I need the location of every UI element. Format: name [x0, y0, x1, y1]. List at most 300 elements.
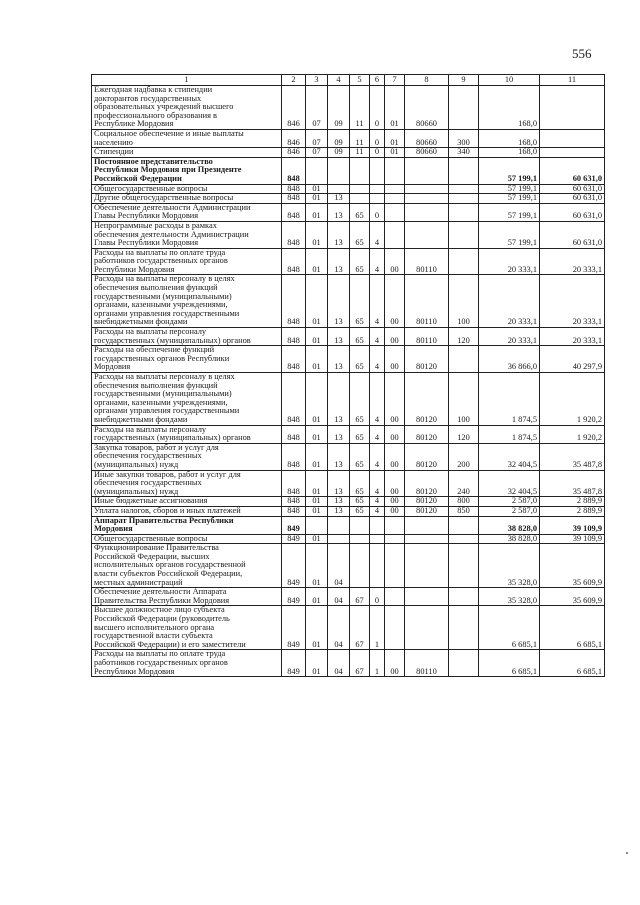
program-code: 65	[350, 506, 370, 516]
direction-code	[385, 157, 405, 184]
ministry-code: 848	[282, 157, 306, 184]
amount-year-2: 60 631,0	[540, 221, 605, 248]
section-code: 01	[306, 497, 328, 507]
program-code: 65	[350, 221, 370, 248]
description-line: Главы Республики Мордовия	[94, 211, 199, 221]
program-code	[350, 544, 370, 588]
amount-year-2: 35 487,8	[540, 443, 605, 470]
amount-year-1: 2 587,0	[479, 497, 540, 507]
ministry-code: 846	[282, 129, 306, 147]
description-line: Уплата налогов, сборов и иных платежей	[94, 506, 241, 515]
program-code: 65	[350, 470, 370, 497]
expense-type-code	[449, 203, 479, 221]
row-description	[92, 606, 282, 650]
amount-year-2: 35 609,9	[540, 588, 605, 606]
direction-code: 00	[385, 650, 405, 677]
description-line: Социальное обеспечение и иные выплаты	[94, 129, 244, 138]
section-code: 01	[306, 534, 328, 544]
target-article-code: 80120	[405, 425, 449, 443]
description-line: обеспечения выполнения функций	[94, 283, 218, 293]
section-code: 01	[306, 194, 328, 204]
description-line: (муниципальных) нужд	[94, 459, 179, 469]
direction-code: 01	[385, 148, 405, 158]
program-code: 65	[350, 275, 370, 328]
amount-year-2: 60 631,0	[540, 203, 605, 221]
target-article-code	[405, 203, 449, 221]
budget-table	[91, 74, 605, 677]
subprogram-code: 4	[370, 328, 385, 346]
expense-type-code	[449, 534, 479, 544]
expense-type-code: 300	[449, 129, 479, 147]
amount-year-2: 6 685,1	[540, 650, 605, 677]
direction-code: 00	[385, 443, 405, 470]
amount-year-1: 35 328,0	[479, 588, 540, 606]
section-code: 01	[306, 606, 328, 650]
direction-code	[385, 221, 405, 248]
direction-code	[385, 203, 405, 221]
table-row	[92, 203, 605, 221]
ministry-code: 848	[282, 443, 306, 470]
description-line: докторантов государственных	[94, 93, 202, 103]
description-line: Другие общегосударственные вопросы	[94, 193, 234, 203]
direction-code	[385, 194, 405, 204]
amount-year-2	[540, 148, 605, 158]
ministry-code: 848	[282, 184, 306, 194]
amount-year-2	[540, 86, 605, 130]
table-row	[92, 184, 605, 194]
expense-type-code: 850	[449, 506, 479, 516]
section-code: 01	[306, 184, 328, 194]
description-line: Обеспечение деятельности Аппарата	[94, 587, 227, 597]
amount-year-1: 38 828,0	[479, 534, 540, 544]
target-article-code	[405, 194, 449, 204]
target-article-code	[405, 534, 449, 544]
direction-code: 01	[385, 86, 405, 130]
table-row	[92, 346, 605, 373]
row-description	[92, 221, 282, 248]
description-line: Расходы на выплаты персоналу	[94, 425, 207, 434]
amount-year-2: 35 609,9	[540, 544, 605, 588]
table-row	[92, 148, 605, 158]
subsection-code: 13	[328, 506, 350, 516]
description-line: Общегосударственные вопросы	[94, 184, 208, 193]
direction-code	[385, 516, 405, 534]
direction-code: 00	[385, 346, 405, 373]
expense-type-code	[449, 221, 479, 248]
amount-year-1: 1 874,5	[479, 425, 540, 443]
section-code: 01	[306, 221, 328, 248]
ministry-code: 849	[282, 516, 306, 534]
expense-type-code: 340	[449, 148, 479, 158]
amount-year-1: 168,0	[479, 148, 540, 158]
section-code: 01	[306, 203, 328, 221]
program-code: 11	[350, 129, 370, 147]
ministry-code: 848	[282, 194, 306, 204]
expense-type-code	[449, 194, 479, 204]
ministry-code: 846	[282, 86, 306, 130]
section-code: 01	[306, 248, 328, 275]
program-code: 65	[350, 328, 370, 346]
description-line: органами управления государственными	[94, 406, 240, 416]
subprogram-code: 4	[370, 346, 385, 373]
ministry-code: 848	[282, 221, 306, 248]
description-line: Российской Федерации) и его заместители	[94, 639, 246, 649]
amount-year-2: 40 297,9	[540, 346, 605, 373]
description-line: Обеспечение деятельности Администрации	[94, 203, 251, 212]
row-description	[92, 506, 282, 516]
subprogram-code: 0	[370, 148, 385, 158]
amount-year-2: 60 631,0	[540, 157, 605, 184]
description-line: государственной власти субъекта	[94, 631, 213, 641]
target-article-code	[405, 606, 449, 650]
target-article-code: 80120	[405, 373, 449, 426]
ministry-code: 848	[282, 373, 306, 426]
ministry-code: 848	[282, 203, 306, 221]
table-row	[92, 497, 605, 507]
table-row	[92, 544, 605, 588]
direction-code: 00	[385, 248, 405, 275]
section-code: 01	[306, 506, 328, 516]
row-description	[92, 588, 282, 606]
description-line: Мордовия	[94, 362, 131, 372]
subprogram-code: 0	[370, 588, 385, 606]
direction-code: 00	[385, 328, 405, 346]
program-code: 11	[350, 86, 370, 130]
subprogram-code: 4	[370, 497, 385, 507]
row-description	[92, 516, 282, 534]
description-line: органами управления государственными	[94, 308, 240, 318]
subsection-code: 13	[328, 275, 350, 328]
ministry-code: 848	[282, 497, 306, 507]
subprogram-code: 0	[370, 86, 385, 130]
description-line: Расходы на выплаты по оплате труда	[94, 649, 226, 659]
subsection-code: 13	[328, 497, 350, 507]
direction-code: 00	[385, 506, 405, 516]
subsection-code	[328, 184, 350, 194]
description-line: Российской Федерации, высших	[94, 551, 210, 561]
target-article-code	[405, 184, 449, 194]
section-code: 01	[306, 544, 328, 588]
amount-year-1: 6 685,1	[479, 606, 540, 650]
table-row	[92, 534, 605, 544]
subprogram-code: 4	[370, 470, 385, 497]
description-line: органами, казенными учреждениями,	[94, 300, 228, 310]
subprogram-code: 0	[370, 203, 385, 221]
ministry-code: 849	[282, 650, 306, 677]
amount-year-1: 32 404,5	[479, 470, 540, 497]
expense-type-code: 200	[449, 443, 479, 470]
row-description	[92, 203, 282, 221]
row-description	[92, 86, 282, 130]
description-line: обеспечения выполнения функций	[94, 380, 218, 390]
subsection-code: 04	[328, 544, 350, 588]
description-line: Правительства Республики Мордовия	[94, 595, 230, 605]
description-line: Расходы на обеспечение функций	[94, 345, 215, 355]
program-code	[350, 194, 370, 204]
row-description	[92, 346, 282, 373]
description-line: Непрограммные расходы в рамках	[94, 221, 217, 230]
expense-type-code: 800	[449, 497, 479, 507]
description-line: Республике Мордовия	[94, 119, 174, 129]
column-header: 10	[479, 75, 540, 86]
table-row	[92, 443, 605, 470]
section-code: 01	[306, 588, 328, 606]
program-code: 67	[350, 606, 370, 650]
program-code	[350, 157, 370, 184]
table-row	[92, 650, 605, 677]
expense-type-code	[449, 606, 479, 650]
program-code: 65	[350, 346, 370, 373]
ministry-code: 848	[282, 248, 306, 275]
direction-code	[385, 544, 405, 588]
subprogram-code: 1	[370, 606, 385, 650]
amount-year-2: 20 333,1	[540, 275, 605, 328]
subsection-code	[328, 157, 350, 184]
row-description	[92, 497, 282, 507]
amount-year-2: 1 920,2	[540, 425, 605, 443]
program-code	[350, 534, 370, 544]
expense-type-code	[449, 184, 479, 194]
description-line: высшего исполнительного органа	[94, 622, 215, 632]
description-line: внебюджетными фондами	[94, 317, 188, 327]
table-body	[92, 86, 605, 677]
program-code: 65	[350, 373, 370, 426]
description-line: Республики Мордовия при Президенте	[94, 165, 242, 175]
subsection-code	[328, 534, 350, 544]
expense-type-code	[449, 650, 479, 677]
description-line: власти субъектов Российской Федерации,	[94, 569, 243, 579]
table-row	[92, 606, 605, 650]
subprogram-code: 4	[370, 248, 385, 275]
description-line: населению	[94, 137, 133, 147]
table-row	[92, 588, 605, 606]
subsection-code: 09	[328, 148, 350, 158]
target-article-code: 80110	[405, 650, 449, 677]
description-line: обеспечения государственных	[94, 451, 202, 461]
section-code	[306, 516, 328, 534]
target-article-code: 80110	[405, 248, 449, 275]
description-line: Расходы на выплаты персоналу в целях	[94, 372, 235, 381]
amount-year-1: 32 404,5	[479, 443, 540, 470]
column-header: 5	[350, 75, 370, 86]
expense-type-code	[449, 346, 479, 373]
target-article-code	[405, 588, 449, 606]
subprogram-code: 4	[370, 373, 385, 426]
section-code	[306, 157, 328, 184]
subprogram-code	[370, 157, 385, 184]
description-line: работников государственных органов	[94, 658, 228, 667]
ministry-code: 848	[282, 506, 306, 516]
subsection-code: 13	[328, 194, 350, 204]
program-code	[350, 184, 370, 194]
amount-year-1: 57 199,1	[479, 194, 540, 204]
subprogram-code: 1	[370, 650, 385, 677]
column-header: 3	[306, 75, 328, 86]
expense-type-code: 120	[449, 328, 479, 346]
direction-code	[385, 606, 405, 650]
target-article-code: 80120	[405, 346, 449, 373]
row-description	[92, 443, 282, 470]
direction-code: 00	[385, 425, 405, 443]
description-line: Расходы на выплаты персоналу	[94, 327, 207, 337]
amount-year-1: 168,0	[479, 129, 540, 147]
amount-year-2: 39 109,9	[540, 534, 605, 544]
expense-type-code	[449, 588, 479, 606]
table-row	[92, 516, 605, 534]
subprogram-code	[370, 534, 385, 544]
description-line: государственными (муниципальными)	[94, 291, 232, 301]
amount-year-2: 2 889,9	[540, 506, 605, 516]
direction-code: 00	[385, 497, 405, 507]
target-article-code: 80660	[405, 129, 449, 147]
row-description	[92, 544, 282, 588]
ministry-code: 848	[282, 346, 306, 373]
program-code: 67	[350, 650, 370, 677]
subprogram-code	[370, 194, 385, 204]
row-description	[92, 148, 282, 158]
subprogram-code: 4	[370, 221, 385, 248]
subsection-code: 04	[328, 588, 350, 606]
amount-year-2	[540, 129, 605, 147]
section-code: 01	[306, 373, 328, 426]
amount-year-1: 57 199,1	[479, 184, 540, 194]
row-description	[92, 650, 282, 677]
amount-year-2: 20 333,1	[540, 328, 605, 346]
table-row	[92, 129, 605, 147]
table-row	[92, 157, 605, 184]
description-line: Высшее должностное лицо субъекта	[94, 605, 225, 615]
subprogram-code: 4	[370, 275, 385, 328]
section-code: 01	[306, 425, 328, 443]
row-description	[92, 275, 282, 328]
direction-code: 00	[385, 470, 405, 497]
amount-year-1: 20 333,1	[479, 248, 540, 275]
description-line: Республики Мордовия	[94, 666, 175, 676]
table-row	[92, 86, 605, 130]
description-line: обеспечения государственных	[94, 478, 202, 488]
section-code: 01	[306, 328, 328, 346]
amount-year-2: 6 685,1	[540, 606, 605, 650]
section-code: 01	[306, 650, 328, 677]
target-article-code: 80660	[405, 86, 449, 130]
table-header-row	[92, 75, 605, 86]
ministry-code: 846	[282, 148, 306, 158]
target-article-code	[405, 516, 449, 534]
table-row	[92, 506, 605, 516]
description-line: Российской Федерации (руководитель	[94, 614, 230, 624]
column-header: 8	[405, 75, 449, 86]
description-line: Стипендии	[94, 147, 134, 157]
table-row	[92, 221, 605, 248]
ministry-code: 849	[282, 588, 306, 606]
column-header: 11	[540, 75, 605, 86]
subprogram-code: 4	[370, 443, 385, 470]
table-row	[92, 248, 605, 275]
amount-year-1: 20 333,1	[479, 328, 540, 346]
ministry-code: 849	[282, 606, 306, 650]
section-code: 01	[306, 346, 328, 373]
direction-code	[385, 588, 405, 606]
subsection-code: 09	[328, 129, 350, 147]
direction-code	[385, 184, 405, 194]
expense-type-code	[449, 516, 479, 534]
direction-code	[385, 534, 405, 544]
amount-year-1: 35 328,0	[479, 544, 540, 588]
subprogram-code: 4	[370, 425, 385, 443]
expense-type-code: 100	[449, 275, 479, 328]
target-article-code	[405, 157, 449, 184]
amount-year-2: 1 920,2	[540, 373, 605, 426]
amount-year-1: 57 199,1	[479, 157, 540, 184]
amount-year-2: 60 631,0	[540, 194, 605, 204]
amount-year-2: 2 889,9	[540, 497, 605, 507]
subsection-code: 13	[328, 425, 350, 443]
expense-type-code: 240	[449, 470, 479, 497]
row-description	[92, 534, 282, 544]
target-article-code: 80120	[405, 470, 449, 497]
table-row	[92, 470, 605, 497]
column-header: 7	[385, 75, 405, 86]
description-line: исполнительных органов государственной	[94, 560, 246, 570]
expense-type-code: 120	[449, 425, 479, 443]
expense-type-code	[449, 86, 479, 130]
row-description	[92, 248, 282, 275]
row-description	[92, 470, 282, 497]
row-description	[92, 328, 282, 346]
description-line: государственных (муниципальных) органов	[94, 335, 251, 345]
subsection-code: 09	[328, 86, 350, 130]
description-line: Расходы на выплаты персоналу в целях	[94, 274, 235, 284]
target-article-code: 80110	[405, 328, 449, 346]
amount-year-2: 60 631,0	[540, 184, 605, 194]
column-header: 4	[328, 75, 350, 86]
target-article-code: 80120	[405, 506, 449, 516]
description-line: Российской Федерации	[94, 173, 182, 183]
subprogram-code: 4	[370, 506, 385, 516]
expense-type-code	[449, 157, 479, 184]
program-code: 65	[350, 443, 370, 470]
target-article-code	[405, 544, 449, 588]
subsection-code: 13	[328, 373, 350, 426]
table-row	[92, 328, 605, 346]
subsection-code: 13	[328, 470, 350, 497]
ministry-code: 849	[282, 544, 306, 588]
amount-year-1: 2 587,0	[479, 506, 540, 516]
program-code: 65	[350, 203, 370, 221]
program-code: 65	[350, 425, 370, 443]
amount-year-1: 168,0	[479, 86, 540, 130]
section-code: 07	[306, 129, 328, 147]
subsection-code: 13	[328, 443, 350, 470]
description-line: Общегосударственные вопросы	[94, 534, 208, 543]
table-row	[92, 373, 605, 426]
description-line: работников государственных органов	[94, 256, 228, 266]
program-code: 65	[350, 248, 370, 275]
description-line: государственных (муниципальных) органов	[94, 433, 251, 443]
amount-year-2: 35 487,8	[540, 470, 605, 497]
description-line: Иные бюджетные ассигнования	[94, 496, 208, 506]
program-code: 65	[350, 497, 370, 507]
section-code: 01	[306, 470, 328, 497]
description-line: государственных органов Республики	[94, 353, 230, 363]
expense-type-code	[449, 248, 479, 275]
target-article-code	[405, 221, 449, 248]
target-article-code: 80660	[405, 148, 449, 158]
ministry-code: 849	[282, 534, 306, 544]
amount-year-1: 20 333,1	[479, 275, 540, 328]
amount-year-1: 57 199,1	[479, 221, 540, 248]
subsection-code: 13	[328, 346, 350, 373]
